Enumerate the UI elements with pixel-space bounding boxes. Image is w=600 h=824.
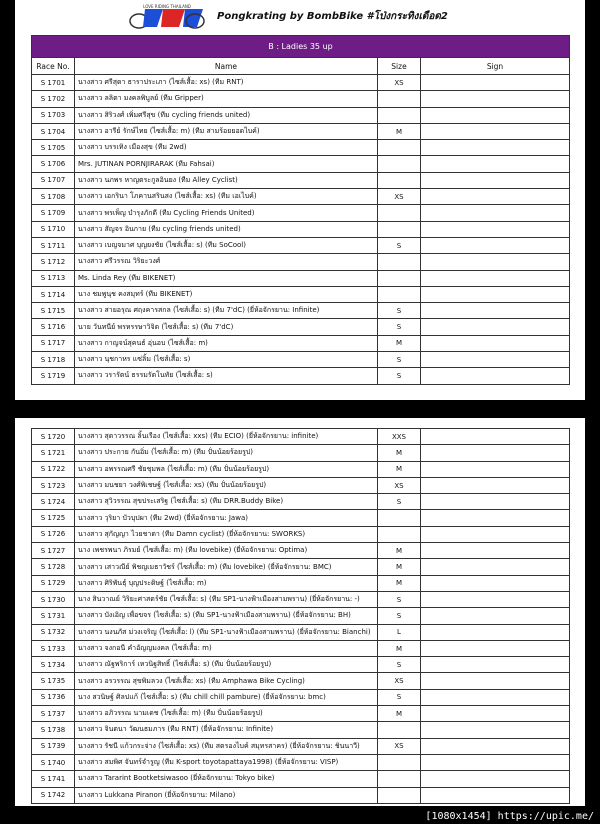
race-number-cell: S 1703 (32, 107, 75, 123)
name-cell: นางสาว อพรรณศรี ชัยชุมพล (ไซส์เสื้อ: m) (ทีม ปั่นน้อยร้อยรูป) (75, 461, 378, 477)
sign-cell (421, 754, 570, 770)
sign-cell (421, 445, 570, 461)
size-cell: XXS (378, 429, 421, 445)
race-number-cell: S 1729 (32, 575, 75, 591)
table-row (32, 494, 570, 510)
name-cell: นางสาว อภิวรรณ นามเดช (ไซส์เสื้อ: m) (ทีม ปั่นน้อยร้อยรูป) (75, 706, 378, 722)
size-cell: S (378, 237, 421, 253)
registration-table-page-2 (31, 428, 570, 804)
table-row (32, 123, 570, 139)
name-cell: นางสาว อารีย์ รักษ์ไทย (ไซส์เสื้อ: m) (ทีม สามร้อยยอดไบค์) (75, 123, 378, 139)
name-cell: Mrs. JUTINAN PORNJIRARAK (ทีม Fahsai) (75, 156, 378, 172)
sign-cell (421, 140, 570, 156)
name-cell: นางสาว ศรีวรรณ วิริยะวงศ์ (75, 254, 378, 270)
name-cell: นาง สินวาณย์ วิริยะศาสตร์ชัย (ไซส์เสื้อ: s) (ทีม SP1-นางฟ้าเมืองสามพราน) (ยี่ห้อจักรยาน: -) (75, 591, 378, 607)
race-number-cell: S 1713 (32, 270, 75, 286)
race-number-cell: S 1712 (32, 254, 75, 270)
table-row (32, 352, 570, 368)
sign-cell (421, 75, 570, 91)
table-row (32, 189, 570, 205)
race-number-cell: S 1741 (32, 771, 75, 787)
table-row (32, 543, 570, 559)
category-row (32, 36, 570, 58)
race-number-cell: S 1736 (32, 689, 75, 705)
sign-cell (421, 559, 570, 575)
table-row (32, 559, 570, 575)
sign-cell (421, 91, 570, 107)
sign-cell (421, 286, 570, 302)
size-cell (378, 270, 421, 286)
table-row (32, 477, 570, 493)
name-cell: นางสาว ศิริพันธุ์ บุญประดิษฐ์ (ไซส์เสื้อ: m) (75, 575, 378, 591)
sign-cell (421, 156, 570, 172)
sign-cell (421, 510, 570, 526)
race-number-cell: S 1705 (32, 140, 75, 156)
table-row (32, 738, 570, 754)
name-cell: นางสาว เบญจมาศ บุญยงชัย (ไซส์เสื้อ: s) (ทีม SoCool) (75, 237, 378, 253)
size-cell: M (378, 543, 421, 559)
table-row (32, 591, 570, 607)
name-cell: นาง สวนิษฐ์ ศิลปแก้ (ไซส์เสื้อ: s) (ทีม chill chill pambure) (ยี่ห้อจักรยาน: bmc) (75, 689, 378, 705)
size-cell (378, 172, 421, 188)
size-cell (378, 91, 421, 107)
table-row (32, 787, 570, 803)
race-number-cell: S 1731 (32, 608, 75, 624)
size-cell: M (378, 559, 421, 575)
image-watermark: [1080x1454] https://upic.me/ (425, 811, 594, 822)
race-number-cell: S 1728 (32, 559, 75, 575)
category-title: B : Ladies 35 up (32, 36, 570, 58)
name-cell: นางสาว สิริวงศ์ เพิ่มศรีสุข (ทีม cycling friends united) (75, 107, 378, 123)
table-row (32, 140, 570, 156)
sign-header: Sign (421, 58, 570, 75)
name-cell: นางสาว ศรีสุดา ธาราประเภา (ไซส์เสื้อ: xs) (ทีม RNT) (75, 75, 378, 91)
registration-table-page-1 (31, 35, 570, 385)
table-row (32, 657, 570, 673)
size-cell: S (378, 352, 421, 368)
size-cell: XS (378, 673, 421, 689)
race-number-cell: S 1721 (32, 445, 75, 461)
name-cell: นางสาว จินตนา วัฒนธมภาร (ทีม RNT) (ยี่ห้อจักรยาน: Infinite) (75, 722, 378, 738)
size-cell: M (378, 461, 421, 477)
race-number-cell: S 1706 (32, 156, 75, 172)
sign-cell (421, 107, 570, 123)
sign-cell (421, 738, 570, 754)
sign-cell (421, 254, 570, 270)
size-cell: XS (378, 75, 421, 91)
race-number-cell: S 1708 (32, 189, 75, 205)
table-row (32, 303, 570, 319)
race-number-cell: S 1730 (32, 591, 75, 607)
race-number-cell: S 1701 (32, 75, 75, 91)
name-cell: นางสาว Tararint Bootketsiwasoo (ยี่ห้อจักรยาน: Tokyo bike) (75, 771, 378, 787)
table-row (32, 172, 570, 188)
size-cell: S (378, 689, 421, 705)
size-cell: S (378, 319, 421, 335)
name-cell: นางสาว สัญจร อินกาย (ทีม cycling friends united) (75, 221, 378, 237)
name-cell: นางสาว มนชยา วงศ์พิเชษฐ์ (ไซส์เสื้อ: xs) (ทีม ปั่นน้อยร้อยรูป) (75, 477, 378, 493)
size-cell (378, 754, 421, 770)
name-cell: นางสาว ลลิตา มงคลพิบูลย์ (ทีม Gripper) (75, 91, 378, 107)
race-number-cell: S 1739 (32, 738, 75, 754)
size-cell (378, 156, 421, 172)
size-cell: M (378, 445, 421, 461)
table-row (32, 270, 570, 286)
race-number-cell: S 1732 (32, 624, 75, 640)
race-number-cell: S 1740 (32, 754, 75, 770)
sign-cell (421, 494, 570, 510)
race-number-cell: S 1727 (32, 543, 75, 559)
table-row (32, 205, 570, 221)
size-cell (378, 221, 421, 237)
sign-cell (421, 608, 570, 624)
table-row (32, 286, 570, 302)
sign-cell (421, 543, 570, 559)
table-row (32, 335, 570, 351)
sign-cell (421, 429, 570, 445)
sign-cell (421, 335, 570, 351)
race-number-cell: S 1711 (32, 237, 75, 253)
name-cell: นางสาว นงนภัส ม่วงเจริญ (ไซส์เสื้อ: l) (ทีม SP1-นางฟ้าเมืองสามพราน) (ยี่ห้อจักรยาน: Bianchi) (75, 624, 378, 640)
race-number-cell: S 1737 (32, 706, 75, 722)
sign-cell (421, 624, 570, 640)
size-cell: L (378, 624, 421, 640)
table-row (32, 510, 570, 526)
sign-cell (421, 368, 570, 384)
sign-cell (421, 787, 570, 803)
table-row (32, 526, 570, 542)
name-cell: นางสาว สุดาวรรณ ลิ้นเรือง (ไซส์เสื้อ: xxs) (ทีม ECIO) (ยี่ห้อจักรยาน: infinite) (75, 429, 378, 445)
svg-text:LOVE RIDING THAILAND: LOVE RIDING THAILAND (143, 4, 191, 9)
race-number-cell: S 1710 (32, 221, 75, 237)
name-cell: นาย วันทนีย์ พรหรรษาวิจิต (ไซส์เสื้อ: s) (ทีม 7'dC) (75, 319, 378, 335)
sign-cell (421, 189, 570, 205)
name-cell: นางสาว อรวรรณ สุขพิมลวง (ไซส์เสื้อ: xs) (ทีม Amphawa Bike Cycling) (75, 673, 378, 689)
size-cell (378, 771, 421, 787)
size-cell (378, 526, 421, 542)
size-cell: S (378, 608, 421, 624)
table-row (32, 608, 570, 624)
race-no-header: Race No. (32, 58, 75, 75)
name-cell: นางสาว พรเพ็ญ บำรุงภักดี (ทีม Cycling Friends United) (75, 205, 378, 221)
size-cell (378, 510, 421, 526)
race-number-cell: S 1702 (32, 91, 75, 107)
size-cell: S (378, 303, 421, 319)
sign-cell (421, 657, 570, 673)
table-row (32, 319, 570, 335)
size-cell: M (378, 123, 421, 139)
race-number-cell: S 1725 (32, 510, 75, 526)
size-cell: S (378, 494, 421, 510)
sign-cell (421, 771, 570, 787)
sign-cell (421, 461, 570, 477)
race-number-cell: S 1719 (32, 368, 75, 384)
table-row (32, 254, 570, 270)
sign-cell (421, 123, 570, 139)
table-row (32, 91, 570, 107)
name-cell: นางสาว ประกาย กันอิ่ม (ไซส์เสื้อ: m) (ทีม ปั่นน้อยร้อยรูป) (75, 445, 378, 461)
race-number-cell: S 1735 (32, 673, 75, 689)
name-cell: นางสาว นุชกาหร แซ่ลิ้ม (ไซส์เสื้อ: s) (75, 352, 378, 368)
name-header: Name (75, 58, 378, 75)
name-cell: นางสาว กาญจน์สุคนธ์ อุ่นอบ (ไซส์เสื้อ: m) (75, 335, 378, 351)
table-row (32, 368, 570, 384)
name-cell: นาง ชมพูนุช คงสมุทร์ (ทีม BIKENET) (75, 286, 378, 302)
race-number-cell: S 1734 (32, 657, 75, 673)
sign-cell (421, 477, 570, 493)
sheet-page-2 (15, 418, 585, 806)
sign-cell (421, 591, 570, 607)
race-number-cell: S 1738 (32, 722, 75, 738)
name-cell: นางสาว รัชนี แก้วกระจ่าง (ไซส์เสื้อ: xs) (ทีม สตรองไบค์ สมุทรสาคร) (ยี่ห้อจักรยาน: ชินนาวี) (75, 738, 378, 754)
size-cell: S (378, 368, 421, 384)
size-cell: S (378, 657, 421, 673)
sheet-page-1 (15, 0, 585, 400)
name-cell: นางสาว บังเอิญ เพื่อขจร (ไซส์เสื้อ: s) (ทีม SP1-นางฟ้าเมืองสามพราน) (ยี่ห้อจักรยาน: BH) (75, 608, 378, 624)
size-cell: XS (378, 477, 421, 493)
sign-cell (421, 352, 570, 368)
sign-cell (421, 172, 570, 188)
size-cell: M (378, 706, 421, 722)
sign-cell (421, 673, 570, 689)
table-row (32, 221, 570, 237)
name-cell: นาง เพชรพนา ภิรมย์ (ไซส์เสื้อ: m) (ทีม lovebike) (ยี่ห้อจักรยาน: Optima) (75, 543, 378, 559)
race-number-cell: S 1717 (32, 335, 75, 351)
size-cell (378, 254, 421, 270)
sign-cell (421, 303, 570, 319)
name-cell: นางสาว สายอรุณ ศฤงคารสกล (ไซส์เสื้อ: s) (ทีม 7'dC) (ยี่ห้อจักรยาน: Infinite) (75, 303, 378, 319)
table-row (32, 156, 570, 172)
table-row (32, 445, 570, 461)
event-logo (123, 3, 211, 31)
table-row (32, 461, 570, 477)
name-cell: นางสาว วรารัตน์ ธรรมรัตโนทัย (ไซส์เสื้อ: s) (75, 368, 378, 384)
size-cell (378, 722, 421, 738)
sign-cell (421, 205, 570, 221)
race-number-cell: S 1726 (32, 526, 75, 542)
size-cell: M (378, 335, 421, 351)
table-row (32, 673, 570, 689)
table-row (32, 624, 570, 640)
race-number-cell: S 1704 (32, 123, 75, 139)
name-cell: นางสาว เสาวณีย์ พิชญเมธาวัชร์ (ไซส์เสื้อ: m) (ทีม lovebike) (ยี่ห้อจักรยาน: BMC) (75, 559, 378, 575)
race-number-cell: S 1707 (32, 172, 75, 188)
race-number-cell: S 1720 (32, 429, 75, 445)
size-header: Size (378, 58, 421, 75)
table-row (32, 640, 570, 656)
race-number-cell: S 1724 (32, 494, 75, 510)
name-cell: นางสาว เอกรินา โภคานสรินสง (ไซส์เสื้อ: xs) (ทีม เอเไบค์) (75, 189, 378, 205)
table-header-row (32, 58, 570, 75)
size-cell (378, 787, 421, 803)
sign-cell (421, 270, 570, 286)
race-number-cell: S 1718 (32, 352, 75, 368)
sign-cell (421, 526, 570, 542)
table-row (32, 689, 570, 705)
size-cell (378, 140, 421, 156)
name-cell: นางสาว นภพร หาญตระกูลอินยง (ทีม Alley Cyclist) (75, 172, 378, 188)
name-cell: นางสาว วุริยา บัวบุปผา (ทีม 2wd) (ยี่ห้อจักรยาน: Jawa) (75, 510, 378, 526)
sign-cell (421, 221, 570, 237)
size-cell (378, 107, 421, 123)
size-cell: XS (378, 189, 421, 205)
sign-cell (421, 237, 570, 253)
size-cell: M (378, 640, 421, 656)
table-row (32, 237, 570, 253)
race-number-cell: S 1722 (32, 461, 75, 477)
name-cell: นางสาว บรรเทิง เมืองสุข (ทีม 2wd) (75, 140, 378, 156)
size-cell (378, 286, 421, 302)
sign-cell (421, 706, 570, 722)
race-number-cell: S 1716 (32, 319, 75, 335)
size-cell: M (378, 575, 421, 591)
race-number-cell: S 1723 (32, 477, 75, 493)
table-row (32, 107, 570, 123)
sign-cell (421, 689, 570, 705)
document-title: Pongkrating by BombBike #โป่งกระทิงเดือด2 (217, 11, 448, 22)
table-row (32, 754, 570, 770)
race-number-cell: S 1709 (32, 205, 75, 221)
race-number-cell: S 1715 (32, 303, 75, 319)
size-cell: XS (378, 738, 421, 754)
table-row (32, 429, 570, 445)
name-cell: นางสาว ณัฐพริการ์ เหวนิฐสิทธิ์ (ไซส์เสื้อ: s) (ทีม ปั่นน้อยร้อยรูป) (75, 657, 378, 673)
table-row (32, 706, 570, 722)
sign-cell (421, 319, 570, 335)
name-cell: นางสาว Lukkana Piranon (ยี่ห้อจักรยาน: Milano) (75, 787, 378, 803)
race-number-cell: S 1714 (32, 286, 75, 302)
table-row (32, 771, 570, 787)
size-cell: S (378, 591, 421, 607)
name-cell: Ms. Linda Rey (ทีม BIKENET) (75, 270, 378, 286)
name-cell: นางสาว สุวิวรรณ สุขประเสริฐ (ไซส์เสื้อ: s) (ทีม DRR.Buddy Bike) (75, 494, 378, 510)
race-number-cell: S 1742 (32, 787, 75, 803)
size-cell (378, 205, 421, 221)
document-header (15, 0, 585, 34)
sign-cell (421, 575, 570, 591)
table-row (32, 75, 570, 91)
name-cell: นางสาว สุกัญญา ไวยชาตา (ทีม Damn cyclist) (ยี่ห้อจักรยาน: SWORKS) (75, 526, 378, 542)
table-row (32, 575, 570, 591)
race-number-cell: S 1733 (32, 640, 75, 656)
name-cell: นางสาว จงกอนี คำอัญญมงคล (ไซส์เสื้อ: m) (75, 640, 378, 656)
sign-cell (421, 722, 570, 738)
sign-cell (421, 640, 570, 656)
name-cell: นางสาว สมพิศ จันทร์จำรูญ (ทีม K-sport toyotapattaya1998) (ยี่ห้อจักรยาน: VISP) (75, 754, 378, 770)
table-row (32, 722, 570, 738)
